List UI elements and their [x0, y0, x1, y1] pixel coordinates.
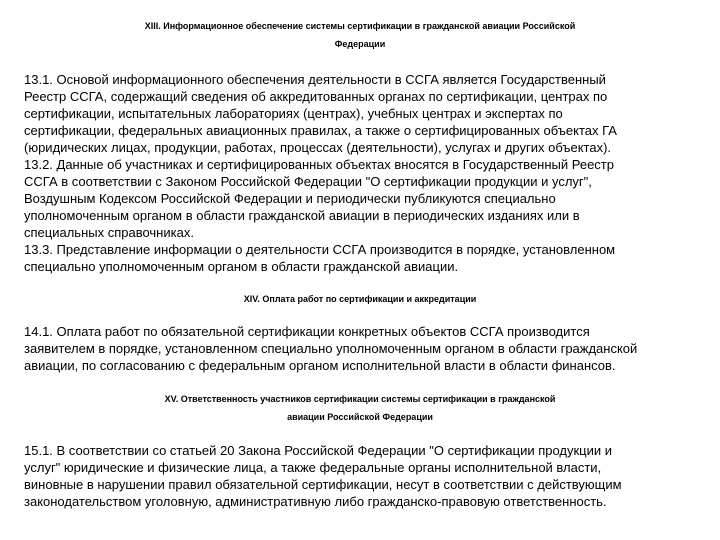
section-13-heading-line-1: XIII. Информационное обеспечение системы сертификации в гражданской авиации Российской: [144, 21, 576, 31]
section-14-body-line: 14.1. Оплата работ по обязательной сертификации конкретных объектов ССГА производится: [24, 324, 590, 339]
section-15-heading-line-1: XV. Ответственность участников сертификации системы сертификации в гражданской: [164, 394, 556, 404]
section-13-body-line: ССГА в соответствии с Законом Российской Федерации "О сертификации продукции и услуг",: [24, 174, 592, 189]
section-14-heading-line-1: XIV. Оплата работ по сертификации и аккредитации: [243, 294, 477, 304]
section-13-body-line: сертификации, испытательных лабораториях (центрах), учебных центрах и экспертах по: [24, 106, 563, 121]
section-15-body-line: услуг" юридические и физические лица, а также федеральные органы исполнительной власти,: [24, 460, 602, 475]
section-13-body-line: (юридических лицах, продукции, работах, процессах (деятельности), услугах и других объектах).: [24, 140, 612, 155]
section-13-body-line: 13.2. Данные об участниках и сертифицированных объектах вносятся в Государственный Реестр: [24, 157, 614, 172]
section-13-body-line: специально уполномоченным органом в области гражданской авиации.: [24, 259, 459, 274]
section-13-body-line: специальных справочниках.: [24, 225, 194, 240]
section-15-heading-line-2: авиации Российской Федерации: [287, 412, 433, 422]
section-13-body-line: 13.3. Представление информации о деятельности ССГА производится в порядке, установленном: [24, 242, 616, 257]
section-13-body-line: сертификации, федеральных авиационных правилах, а также о сертифицированных объектах ГА: [24, 123, 617, 138]
section-13-body-line: уполномоченным органом в области гражданской авиации в периодических изданиях или в: [24, 208, 580, 223]
section-14-body-line: авиации, по согласованию с федеральным органом исполнительной власти в области финансов.: [24, 358, 616, 373]
section-15-body-line: законодательством уголовную, административную либо гражданско-правовую ответственность.: [24, 494, 607, 509]
section-13-body-line: 13.1. Основой информационного обеспечения деятельности в ССГА является Государственный: [24, 72, 606, 87]
section-13-heading-line-2: Федерации: [334, 39, 386, 49]
section-13-body-line: Воздушным Кодексом Российской Федерации и периодически публикуются специально: [24, 191, 556, 206]
section-14-body-line: заявителем в порядке, установленном специально уполномоченным органом в области гражданской: [24, 341, 638, 356]
section-15-body-line: виновные в нарушении правил обязательной сертификации, несут в соответствии с действующим: [24, 477, 622, 492]
section-13-body-line: Реестр ССГА, содержащий сведения об аккредитованных органах по сертификации, центрах по: [24, 89, 608, 104]
section-15-body-line: 15.1. В соответствии со статьей 20 Закона Российской Федерации "О сертификации продукции и: [24, 443, 613, 458]
